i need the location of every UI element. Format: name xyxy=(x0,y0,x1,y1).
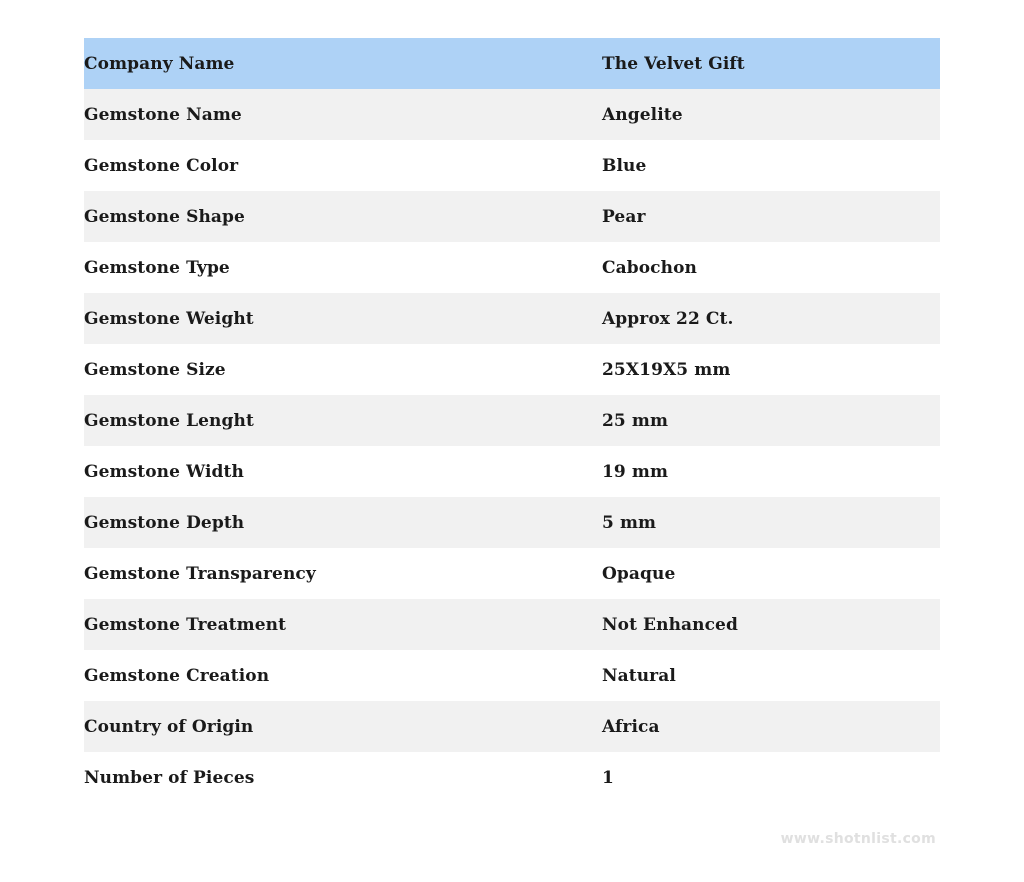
spec-value: Blue xyxy=(602,140,940,191)
table-row xyxy=(84,497,940,548)
spec-value: Not Enhanced xyxy=(602,599,940,650)
table-row xyxy=(84,344,940,395)
table-row xyxy=(84,242,940,293)
spec-label: Number of Pieces xyxy=(84,752,602,803)
table-row xyxy=(84,293,940,344)
spec-label: Gemstone Shape xyxy=(84,191,602,242)
table-row xyxy=(84,752,940,803)
spec-label: Gemstone Width xyxy=(84,446,602,497)
spec-label: Gemstone Name xyxy=(84,89,602,140)
table-row xyxy=(84,89,940,140)
spec-label: Gemstone Depth xyxy=(84,497,602,548)
table-row xyxy=(84,446,940,497)
spec-label: Gemstone Weight xyxy=(84,293,602,344)
spec-value: Angelite xyxy=(602,89,940,140)
spec-label: Gemstone Color xyxy=(84,140,602,191)
spec-label: Company Name xyxy=(84,38,602,89)
spec-label: Gemstone Treatment xyxy=(84,599,602,650)
table-row xyxy=(84,140,940,191)
table-body xyxy=(84,38,940,803)
gemstone-specification-table xyxy=(84,38,940,803)
spec-value: 25 mm xyxy=(602,395,940,446)
table-row xyxy=(84,38,940,89)
spec-label: Gemstone Type xyxy=(84,242,602,293)
spec-value: 19 mm xyxy=(602,446,940,497)
spec-value: Opaque xyxy=(602,548,940,599)
spec-label: Gemstone Transparency xyxy=(84,548,602,599)
spec-label: Gemstone Lenght xyxy=(84,395,602,446)
table-row xyxy=(84,599,940,650)
spec-value: Approx 22 Ct. xyxy=(602,293,940,344)
watermark: www.shotnlist.com xyxy=(780,831,936,847)
spec-label: Gemstone Size xyxy=(84,344,602,395)
spec-value: Cabochon xyxy=(602,242,940,293)
table-row xyxy=(84,548,940,599)
table-row xyxy=(84,701,940,752)
spec-label: Gemstone Creation xyxy=(84,650,602,701)
spec-value: Pear xyxy=(602,191,940,242)
spec-value: 5 mm xyxy=(602,497,940,548)
spec-value: Africa xyxy=(602,701,940,752)
table-row xyxy=(84,191,940,242)
specification-sheet xyxy=(84,38,940,803)
spec-value: 25X19X5 mm xyxy=(602,344,940,395)
spec-value: Natural xyxy=(602,650,940,701)
table-row xyxy=(84,395,940,446)
spec-value: The Velvet Gift xyxy=(602,38,940,89)
table-row xyxy=(84,650,940,701)
spec-label: Country of Origin xyxy=(84,701,602,752)
spec-value: 1 xyxy=(602,752,940,803)
